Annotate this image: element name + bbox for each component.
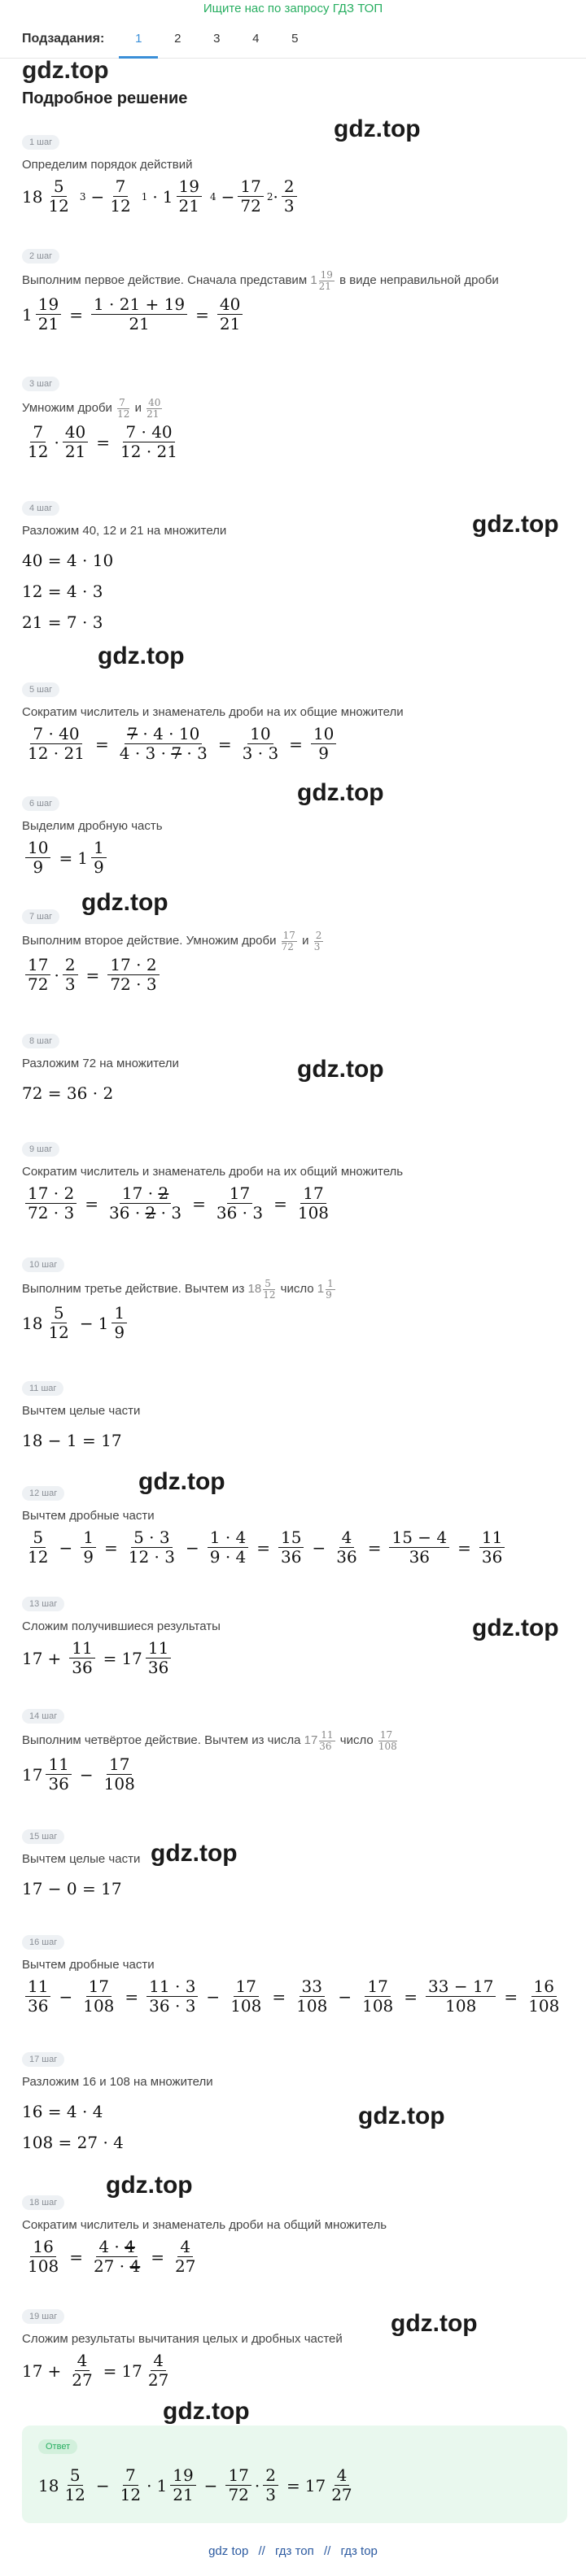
expression: $\frac{7}{12}$ · $\frac{40}{21}$ = $\frac{7 \cdot 40}{12 \cdot 21}$ (28, 422, 178, 462)
math-line: 16 = 4 · 4 (22, 2102, 103, 2121)
expression: $\frac{10}{9}$ = 1 $\frac{1}{9}$ (22, 839, 578, 876)
step-chip: 19 шаг (22, 2309, 64, 2324)
step-4 (22, 500, 578, 643)
step-text: Вычтем целые части (22, 1404, 141, 1418)
site-logo[interactable]: gdz.top (22, 57, 109, 84)
step-chip: 4 шаг (22, 501, 59, 516)
watermark: gdz.top (472, 1615, 559, 1641)
footer-separator: // (258, 2544, 265, 2558)
step-chip: 1 шаг (22, 135, 59, 150)
step-text: Выделим дробную часть (22, 819, 163, 833)
watermark: gdz.top (81, 889, 168, 916)
step-text: Разложим 72 на множители (22, 1057, 179, 1070)
footer-link[interactable]: гдз топ (275, 2544, 314, 2558)
step-text: Сократим числитель и знаменатель дроби на общий множитель (22, 2218, 387, 2232)
step-8 (22, 1033, 578, 1114)
expression: $\frac{16}{108}$ = $\frac{4 \cdot 4}{27 \cdot 4}$ = $\frac{4}{27}$ (28, 2237, 196, 2276)
step-chip: 8 шаг (22, 1034, 59, 1048)
watermark: gdz.top (106, 2172, 193, 2199)
step-15 (22, 1828, 578, 1910)
step-text: Сократим числитель и знаменатель дроби на их общий множитель (22, 1165, 404, 1179)
step-text: Разложим 40, 12 и 21 на множители (22, 524, 227, 538)
step-text: Разложим 16 и 108 на множители (22, 2075, 213, 2089)
step-text: Вычтем целые части (22, 1852, 141, 1866)
expression: 1 $\frac{19}{21}$ = $\frac{1 \cdot 21 + 19}{21}$ = $\frac{40}{21}$ (22, 296, 578, 333)
answer-chip: Ответ (38, 2439, 77, 2454)
page-title: Подробное решение (22, 89, 188, 107)
subtasks-label: Подзадания: (22, 31, 105, 46)
step-chip: 17 шаг (22, 2052, 64, 2067)
step-1 (22, 134, 578, 215)
answer-expression: 18 $\frac{5}{12}$ − $\frac{7}{12}$ · 1 $\frac{19}{21}$ − $\frac{17}{72}$ · $\frac{2}{3}$ = 17 $\frac{4}{27}$ (38, 2465, 352, 2504)
expression: $\frac{11}{36}$ − $\frac{17}{108}$ = $\frac{11 \cdot 3}{36 \cdot 3}$ − $\frac{17}{108}$ = $\frac{33}{108}$ − $\frac{17}{108}$ = $\frac{33 - 17}{108}$ = $\frac{16}{108}$ (22, 1978, 578, 2015)
step-chip: 6 шаг (22, 796, 59, 811)
step-text: Выполним первое действие. Сначала представим (22, 273, 308, 288)
watermark: gdz.top (98, 643, 185, 669)
tab-4[interactable]: 4 (252, 31, 260, 46)
math-line: 108 = 27 · 4 (22, 2133, 124, 2152)
answer-box (22, 2426, 567, 2523)
step-text: Выполним четвёртое действие. Вычтем из числа (22, 1733, 301, 1748)
step-chip: 13 шаг (22, 1597, 64, 1611)
step-text-continued: число (339, 1733, 374, 1748)
step-18 (22, 2195, 578, 2275)
step-3: 3 шаг Умножим дроби $\frac{7}{12}$ и $\frac{40}{21}$ $\frac{7}{12}$ · $\frac{40}{21}$ = $\frac{7 \cdot 40}{12 \cdot 21}$ (22, 376, 578, 460)
step-text-continued: в виде неправильной дроби (339, 273, 499, 288)
subtasks-tabs (0, 20, 586, 59)
math-line: 17 − 0 = 17 (22, 1879, 122, 1898)
step-text: Определим порядок действий (22, 158, 193, 172)
step-text: Умножим дроби (22, 401, 112, 416)
top-banner[interactable]: Ищите нас по запросу ГДЗ ТОП (203, 2, 383, 15)
step-text: Вычтем дробные части (22, 1509, 155, 1523)
watermark: gdz.top (163, 2398, 250, 2425)
step-10: 10 шаг Выполним третье действие. Вычтем из 18 $\frac{5}{12}$ число 1 $\frac{1}{9}$ 18 $\frac{5}{12}$ − 1 $\frac{1}{9}$ (22, 1257, 578, 1341)
step-chip: 9 шаг (22, 1142, 59, 1157)
step-chip: 10 шаг (22, 1257, 64, 1272)
step-chip: 18 шаг (22, 2195, 64, 2210)
step-chip: 14 шаг (22, 1709, 64, 1724)
step-text-continued: число (280, 1282, 314, 1297)
math-line: 72 = 36 · 2 (22, 1083, 114, 1103)
watermark: gdz.top (358, 2103, 445, 2129)
step-text: Сложим результаты вычитания целых и дробных частей (22, 2332, 343, 2346)
step-chip: 11 шаг (22, 1381, 63, 1396)
tab-3[interactable]: 3 (213, 31, 221, 46)
tab-1[interactable]: 1 (119, 20, 158, 59)
step-text: Выполним третье действие. Вычтем из (22, 1282, 245, 1297)
expression: 18 $\frac{5}{12}$ − 1 $\frac{1}{9}$ (22, 1305, 578, 1341)
step-12 (22, 1485, 578, 1566)
step-9 (22, 1141, 578, 1222)
watermark: gdz.top (297, 779, 384, 806)
expression: 17 + $\frac{11}{36}$ = 17 $\frac{11}{36}$ (22, 1640, 578, 1676)
step-chip: 16 шаг (22, 1935, 64, 1950)
step-text: Сократим числитель и знаменатель дроби на их общие множители (22, 705, 404, 719)
footer-separator: // (323, 2544, 331, 2558)
step-13 (22, 1596, 578, 1676)
step-text: Сложим получившиеся результаты (22, 1619, 221, 1633)
step-6 (22, 795, 578, 876)
watermark: gdz.top (334, 116, 421, 142)
step-2: 2 шаг Выполним первое действие. Сначала представим 1 $\frac{19}{21}$ в виде неправильной дроби 1 $\frac{19}{21}$ = $\frac{1 \cdot 21 + 19}{21}$ = $\frac{40}{21}$ (22, 248, 578, 333)
watermark: gdz.top (297, 1056, 384, 1083)
step-chip: 2 шаг (22, 249, 59, 264)
step-16 (22, 1934, 578, 2015)
step-text-continued: и (134, 401, 142, 416)
step-text: Выполним второе действие. Умножим дроби (22, 934, 277, 948)
step-chip: 3 шаг (22, 377, 59, 391)
expression: 17 + $\frac{4}{27}$ = 17 $\frac{4}{27}$ (22, 2351, 169, 2390)
step-17 (22, 2051, 578, 2164)
expression: $\frac{17 \cdot 2}{72 \cdot 3}$ = $\frac{17 \cdot 2}{36 \cdot 2 \cdot 3}$ = $\frac{17}{36 \cdot 3}$ = $\frac{17}{108}$ (22, 1185, 578, 1222)
watermark: gdz.top (391, 2310, 478, 2337)
math-line: 40 = 4 · 10 (22, 551, 114, 570)
watermark: gdz.top (138, 1468, 225, 1495)
expression: $\frac{5}{12}$ − $\frac{1}{9}$ = $\frac{5 \cdot 3}{12 \cdot 3}$ − $\frac{1 \cdot 4}{9 \cdot 4}$ = $\frac{15}{36}$ − $\frac{4}{36}$ = $\frac{15 - 4}{36}$ = $\frac{11}{36}$ (22, 1529, 578, 1566)
expression: 17 $\frac{11}{36}$ − $\frac{17}{108}$ (22, 1754, 135, 1794)
tab-2[interactable]: 2 (174, 31, 181, 46)
footer-link[interactable]: gdz top (208, 2544, 249, 2558)
footer-links (0, 2544, 586, 2558)
step-7: 7 шаг Выполним второе действие. Умножим дроби $\frac{17}{72}$ и $\frac{2}{3}$ $\frac{17}{72}$ · $\frac{2}{3}$ = $\frac{17 \cdot 2}{72 \cdot 3}$ (22, 909, 578, 993)
expression: $\frac{7 \cdot 40}{12 \cdot 21}$ = $\frac{7 \cdot 4 \cdot 10}{4 \cdot 3 \cdot 7 \cdot 3}$ = $\frac{10}{3 \cdot 3}$ = $\frac{10}{9}$ (22, 726, 578, 762)
expression: 18 $\frac{5}{12}$ 3 − $\frac{7}{12}$ 1 · 1 $\frac{19}{21}$ 4 − $\frac{17}{72}$ 2 · $\frac{2}{3}$ (22, 178, 578, 215)
step-chip: 7 шаг (22, 909, 59, 924)
step-text: Вычтем дробные части (22, 1958, 155, 1972)
tab-5[interactable]: 5 (291, 31, 299, 46)
expression: $\frac{17}{72}$ · $\frac{2}{3}$ = $\frac{17 \cdot 2}{72 \cdot 3}$ (22, 957, 578, 993)
footer-link[interactable]: гдз top (340, 2544, 378, 2558)
math-line: 18 − 1 = 17 (22, 1431, 122, 1450)
watermark: gdz.top (472, 511, 559, 538)
watermark: gdz.top (151, 1840, 238, 1867)
step-chip: 15 шаг (22, 1829, 64, 1844)
step-text-continued: и (302, 934, 309, 948)
math-line: 12 = 4 · 3 (22, 582, 103, 601)
step-5 (22, 682, 578, 762)
step-14: 14 шаг Выполним четвёртое действие. Вычтем из числа 17 $\frac{11}{36}$ число $\frac{17}{108}$ 17 $\frac{11}{36}$ − $\frac{17}{108}$ (22, 1708, 578, 1793)
step-19 (22, 2308, 578, 2389)
step-chip: 12 шаг (22, 1486, 64, 1501)
step-chip: 5 шаг (22, 682, 59, 697)
step-11 (22, 1380, 578, 1462)
math-line: 21 = 7 · 3 (22, 612, 103, 632)
